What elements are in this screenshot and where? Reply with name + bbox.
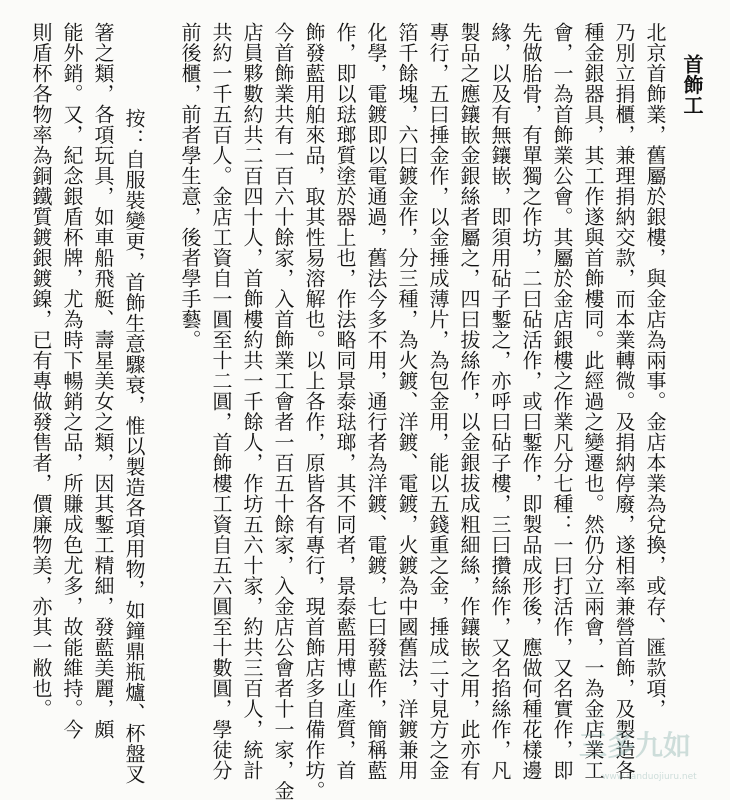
note-column-4: 則盾杯各物率為銅鐵質鍍銀鍍鎳，已有專做發售者，價廉物美，亦其一敝也。 — [29, 22, 53, 719]
text-column-11: 作，即以琺瑯質塗於器上也，作法略同景泰琺瑯，其不同者，景泰藍用博山產質，首 — [333, 22, 357, 781]
text-column-14: 店員夥數約共二百四十人，首飾樓約共一千餘人，作坊五六十家，約共三百人，統計 — [240, 22, 264, 781]
watermark-text: 三多九如 — [578, 729, 691, 762]
text-column-6: 緣，以及有無鑲嵌，即須用砧子鏨之，亦呼曰砧子樓，三曰攢絲作，又名掐絲作，凡 — [488, 22, 512, 781]
text-column-15: 共約一千五百人。金店工資自一圓至十二圓，首飾樓工資自五六圓至十數圓，學徒分 — [209, 22, 233, 781]
note-column-1: 按：自服裝變更，首飾生意驟衰，惟以製造各項用物，如鐘鼎瓶爐、杯盤叉 — [122, 108, 146, 785]
text-column-13: 今首飾業共有一百六十餘家，入首飾業工會者一百五十餘家，入金店公會者十一家，金 — [271, 22, 295, 801]
text-column-2: 乃別立捐櫃，兼理捐納交款，而本業轉微。及捐納停廢，遂相率兼營首飾，及製造各 — [612, 22, 636, 781]
text-column-9: 箔千餘塊，六曰鍍金作，分三種，為火鍍、洋鍍、電鍍，火鍍為中國舊法，洋鍍兼用 — [395, 22, 419, 781]
text-column-16: 前後櫃，前者學生意，後者學手藝。 — [178, 22, 202, 350]
text-column-7: 製品之應鑲嵌金銀絲者屬之，四曰拔絲作，以金銀拔成粗細絲，作鑲嵌之用，此亦有 — [457, 22, 481, 781]
document-title: 首飾工 — [680, 54, 704, 116]
text-column-8: 專行，五曰捶金作，以金捶成薄片，為包金用，能以五錢重之金，捶成二寸見方之金 — [426, 22, 450, 781]
watermark-url: www.sanduojiuru.net — [602, 772, 697, 782]
text-column-12: 飾發藍用舶來品，取其性易溶解也。以上各作，原皆各有專行，現首飾店多自備作坊。 — [302, 22, 326, 801]
watermark-logo — [550, 720, 720, 782]
text-column-3: 種金銀器具，其工作遂與首飾樓同。此經過之變遷也。然仍分立兩會，一為金店業工 — [581, 22, 605, 781]
text-column-10: 化學，電鍍即以電通過，舊法今多不用，通行者為洋鍍、電鍍，七曰發藍作，簡稱藍 — [364, 22, 388, 781]
note-column-3: 能外銷。又，紀念銀盾杯牌，尤為時下暢銷之品，所賺成色尤多，故能維持。今 — [60, 22, 84, 740]
note-column-2: 箸之類，各項玩具，如車船飛艇、壽星美女之類，因其鏨工精細，發藍美麗，頗 — [91, 22, 115, 740]
text-column-1: 北京首飾業，舊屬於銀樓，與金店為兩事。金店本業為兌換，或存、匯款項， — [643, 22, 667, 719]
text-column-5: 先做胎骨，有單獨之作坊，二曰砧活作，或曰鏨作，即製品成形後，應做何種花樣邊 — [519, 22, 543, 781]
text-column-4: 會，一為首飾業公會。其屬於金店銀樓之作業凡分七種：一曰打活作，又名實作，即 — [550, 22, 574, 781]
